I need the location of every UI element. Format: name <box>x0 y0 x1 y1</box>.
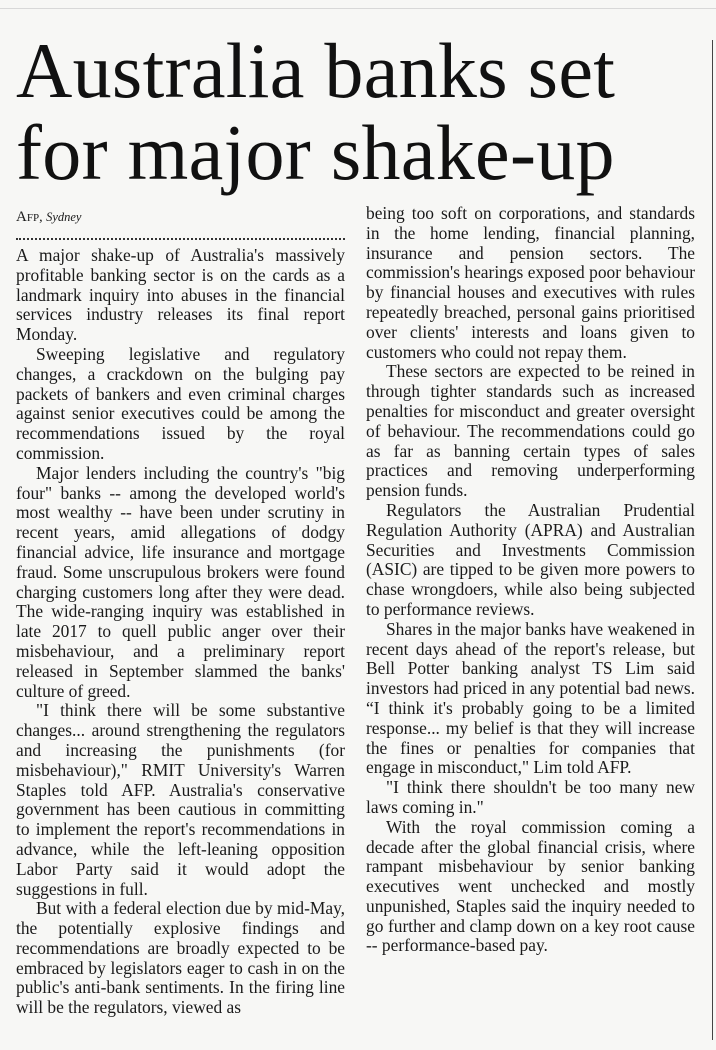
left-column <box>16 204 345 1018</box>
byline-divider <box>16 238 345 240</box>
byline <box>16 208 345 226</box>
byline-separator: , <box>39 210 47 225</box>
headline: Australia banks set for major shake-up <box>16 27 616 196</box>
paragraph: With the royal commission coming a decade after the global financial crisis, where rampant misbehaviour by senior banking executives went unchecked and mostly unpunished, Staples said the inquiry needed to go further and clamp down on a key root cause -- performance-based pay. <box>366 816 695 956</box>
column-rule <box>712 40 713 1040</box>
byline-city: Sydney <box>46 210 82 224</box>
paragraph: "I think there will be some substantive changes... around strengthening the regulators and increasing the punishments (for misbehaviour)," RMIT University's Warren Staples told AFP. Australia's conservative government has been cautious in committing to implement the report's recommendations in advance, while the left-leaning opposition Labor Party said it would adopt the suggestions in full. <box>16 700 345 899</box>
byline-agency: Afp <box>16 209 40 225</box>
paragraph: These sectors are expected to be reined in through tighter standards such as increased penalties for misconduct and greater oversight of behaviour. The recommendations could go as far as banning certain types of sales practices and removing underperforming pension funds. <box>366 361 695 501</box>
previous-page-strip <box>0 0 716 9</box>
paragraph: Major lenders including the country's "big four" banks -- among the developed world's most wealthy -- have been under scrutiny in recent years, amid allegations of dodgy financial advice, life insurance and mortgage fraud. Some unscrupulous brokers were found charging customers long after they were dead. The wide-ranging inquiry was established in late 2017 to quell public anger over their misbehaviour, and a preliminary report released in September slammed the banks' culture of greed. <box>16 462 345 701</box>
paragraph: "I think there shouldn't be too many new laws coming in." <box>366 777 695 817</box>
paragraph: Sweeping legislative and regulatory changes, a crackdown on the bulging pay packets of bankers and even criminal charges against senior executives could be among the recommendations issued by the royal commission. <box>16 343 345 463</box>
paragraph: A major shake-up of Australia's massively profitable banking sector is on the cards as a landmark inquiry into abuses in the financial services industry releases its final report Monday. <box>16 245 345 345</box>
right-column <box>366 204 695 956</box>
paragraph: being too soft on corporations, and standards in the home lending, financial planning, insurance and pension sectors. The commission's hearings exposed poor behaviour by financial houses and executives with rules repeatedly breached, personal gains prioritised over clients' interests and loans given to customers who could not repay them. <box>366 203 695 362</box>
paragraph: Shares in the major banks have weakened in recent days ahead of the report's release, but Bell Potter banking analyst TS Lim said investors had priced in any potential bad news. “I think it's probably going to be a limited response... my belief is that they will increase the fines or penalties for companies that engage in misconduct," Lim told AFP. <box>366 618 695 778</box>
paragraph: But with a federal election due by mid-May, the potentially explosive findings and recommendations are broadly expected to be embraced by legislators eager to cash in on the public's anti-bank sentiments. In the firing line will be the regulators, viewed as <box>16 898 345 1018</box>
paragraph: Regulators the Australian Prudential Regulation Authority (APRA) and Australian Securities and Investments Commission (ASIC) are tipped to be given more powers to chase wrongdoers, while also being subjected to performance reviews. <box>366 499 695 619</box>
